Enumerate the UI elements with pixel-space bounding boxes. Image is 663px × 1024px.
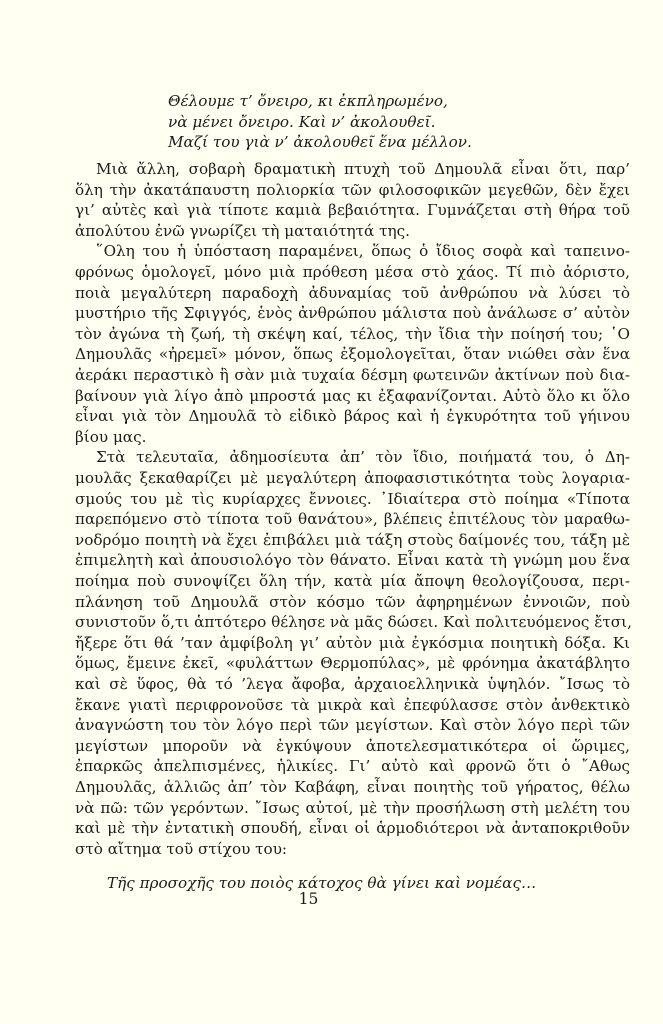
text-line: καὶ μὲ τὴν ἐντατικὴ σπουδή, εἶναι οἱ ἁρμοδιότεροι νὰ ἀνταποκριθοῦν [75,819,630,838]
text-line: Δημουλᾶς «ἠρεμεῖ» μόνον, ὅπως ἐξομολογεῖται, ὅταν νιώθει σὰν ἕνα [75,345,630,364]
text-line: βαίνουν γιὰ λίγο ἀπὸ μπροστά μας κι ἐξαφανίζονται. Αὐτὸ ὅλο κι ὅλο [75,386,630,405]
text-line: ἤξερε ὅτι θά ’ταν ἀμφίβολη γι’ αὐτὸν μιὰ ἐγκόσμια ποιητικὴ δόξα. Κι [75,633,630,652]
text-line: γι’ αὐτὲς καὶ γιὰ τίποτε καμιὰ βεβαιότητα. Γυμνάζεται στὴ θήρα τοῦ [75,201,630,220]
text-line: στὸ αἴτημα τοῦ στίχου του: [75,839,288,858]
text-line: ἐπιμελητὴ καὶ ἀπουσιολόγο τὸν θάνατο. Εἶναι κατὰ τὴ γνώμη μου ἕνα [75,551,630,570]
text-line: Δημουλᾶς, ἀλλιῶς ἀπ’ τὸν Καβάφη, εἶναι ποιητὴς τοῦ γήρατος, θέλω [75,778,630,796]
text-line: ἐπαρκῶς ἀπελπισμένες, ἡλικίες. Γι’ αὐτὸ καὶ φρονῶ ὅτι ὁ ῎Αθως [75,757,630,776]
text-line: νοδρόμο ποιητὴ νὰ ἔχει ἐπιβάλει μιὰ τάξη στοὺς δαίμονές του, τάξη μὲ [75,530,630,549]
text-line: πλάνηση τοῦ Δημουλᾶ στὸν κόσμο τῶν ἀφηρημένων ἐννοιῶν, ποὺ [75,592,630,611]
opening-verse-line: νὰ μένει ὄνειρο. Καὶ ν’ ἀκολουθεῖ. [168,112,436,131]
text-line: συνιστοῦν ὅ,τι ἁπτότερο θέλησε νὰ μᾶς δώσει. Καὶ πολιτευόμενος ἔτσι, [75,613,632,632]
text-line: ποιὰ μεγαλύτερη παραδοχὴ ἀδυναμίας τοῦ ἀνθρώπου νὰ λύσει τὸ [75,283,630,302]
text-line: ποίημα ποὺ συνοψίζει ὅλη τήν, κατὰ μία ἄποψη θεολογίζουσα, περι- [75,572,630,590]
text-line: ὅμως, ἔμεινε ἐκεῖ, «φυλάττων Θερμοπύλας», μὲ φρόνημα ἀκατάβλητο [75,654,630,673]
page-number: 15 [298,890,319,908]
text-line: Στὰ τελευταῖα, ἀδημοσίευτα ἀπ’ τὸν ἴδιο, ποιήματά του, ὁ Δη- [96,448,630,467]
text-line: ἔκανε γιατὶ περιφρονοῦσε τὰ μικρὰ καὶ ἐπεφύλασσε στὸν ἀνθεκτικὸ [75,695,630,714]
text-line: παρεπόμενο στὸ τίποτα τοῦ θανάτου», βλέπεις ἐπιτέλους τὸν μαραθω- [75,510,630,529]
text-line: μουλᾶς ξεκαθαρίζει μὲ μεγαλύτερη ἀποφασιστικότητα τοὺς λογαρια- [75,469,630,487]
text-line: ἀεράκι περαστικὸ ἢ σὰν μιὰ τυχαία δέσμη φωτεινῶν ἀκτίνων ποὺ δια- [75,366,630,384]
text-line: σμούς του μὲ τὶς κυρίαρχες ἔννοιες. ᾿Ιδιαίτερα στὸ ποίημα «Τίποτα [75,489,630,508]
text-line: ὅλη τὴν ἀκατάπαυστη πολιορκία τῶν φιλοσοφικῶν μεγεθῶν, δὲν ἔχει [75,180,630,199]
closing-verse: Τῆς προσοχῆς του ποιὸς κάτοχος θὰ γίνει καὶ νομέας… [107,874,537,893]
text-line: τὸν ἀγώνα τὴ ζωή, τὴ σκέψη καί, τέλος, τὴν ἴδια τὴν ποίησή του; ῾Ο [75,324,630,343]
text-line: φρόνως ὁμολογεῖ, μόνο μιὰ πρόθεση μέσα στὸ χάος. Τί πιὸ ἀόριστο, [75,263,630,281]
text-line: εἶναι γιὰ τὸν Δημουλᾶ τὸ εἰδικὸ βάρος καὶ ἡ ἐγκυρότητα τοῦ γήινου [75,407,630,426]
text-line: μεγίστων μποροῦν νὰ ἐγκύψουν ἀποτελεσματικότερα οἱ ὥριμες, [75,736,630,755]
text-line: μυστήριο τῆς Σφιγγός, ἑνὸς ἀνθρώπου μάλιστα ποὺ ἀνάλωσε σ’ αὐτὸν [75,304,630,323]
text-line: ἀναγνώστη του τὸν λόγο περὶ τῶν μεγίστων. Καὶ στὸν λόγο περὶ τῶν [75,716,630,735]
opening-verse-line: Μαζί του γιὰ ν’ ἀκολουθεῖ ἕνα μέλλον. [168,133,472,152]
text-line: καὶ σὲ ὕφος, θὰ τό ’λεγα ἄφοβα, ἀρχαιοελληνικὰ ὑψηλόν. ῎Ισως τὸ [75,675,630,693]
text-line: ἀπολύτου ἐνῶ γνωρίζει τὴ ματαιότητά της. [75,221,410,240]
text-line: ῞Ολη του ἡ ὑπόσταση παραμένει, ὅπως ὁ ἴδιος σοφὰ καὶ ταπεινο- [96,242,630,261]
opening-verse-line: Θέλουμε τ’ ὄνειρο, κι ἐκπληρωμένο, [168,92,448,110]
text-line: βίου μας. [75,427,147,446]
text-line: Μιὰ ἄλλη, σοβαρὴ δραματικὴ πτυχὴ τοῦ Δημουλᾶ εἶναι ὅτι, παρ’ [96,160,630,178]
text-line: νὰ πῶ: τῶν γερόντων. ῎Ισως αὐτοί, μὲ τὴν προσήλωση στὴ μελέτη του [75,798,630,817]
